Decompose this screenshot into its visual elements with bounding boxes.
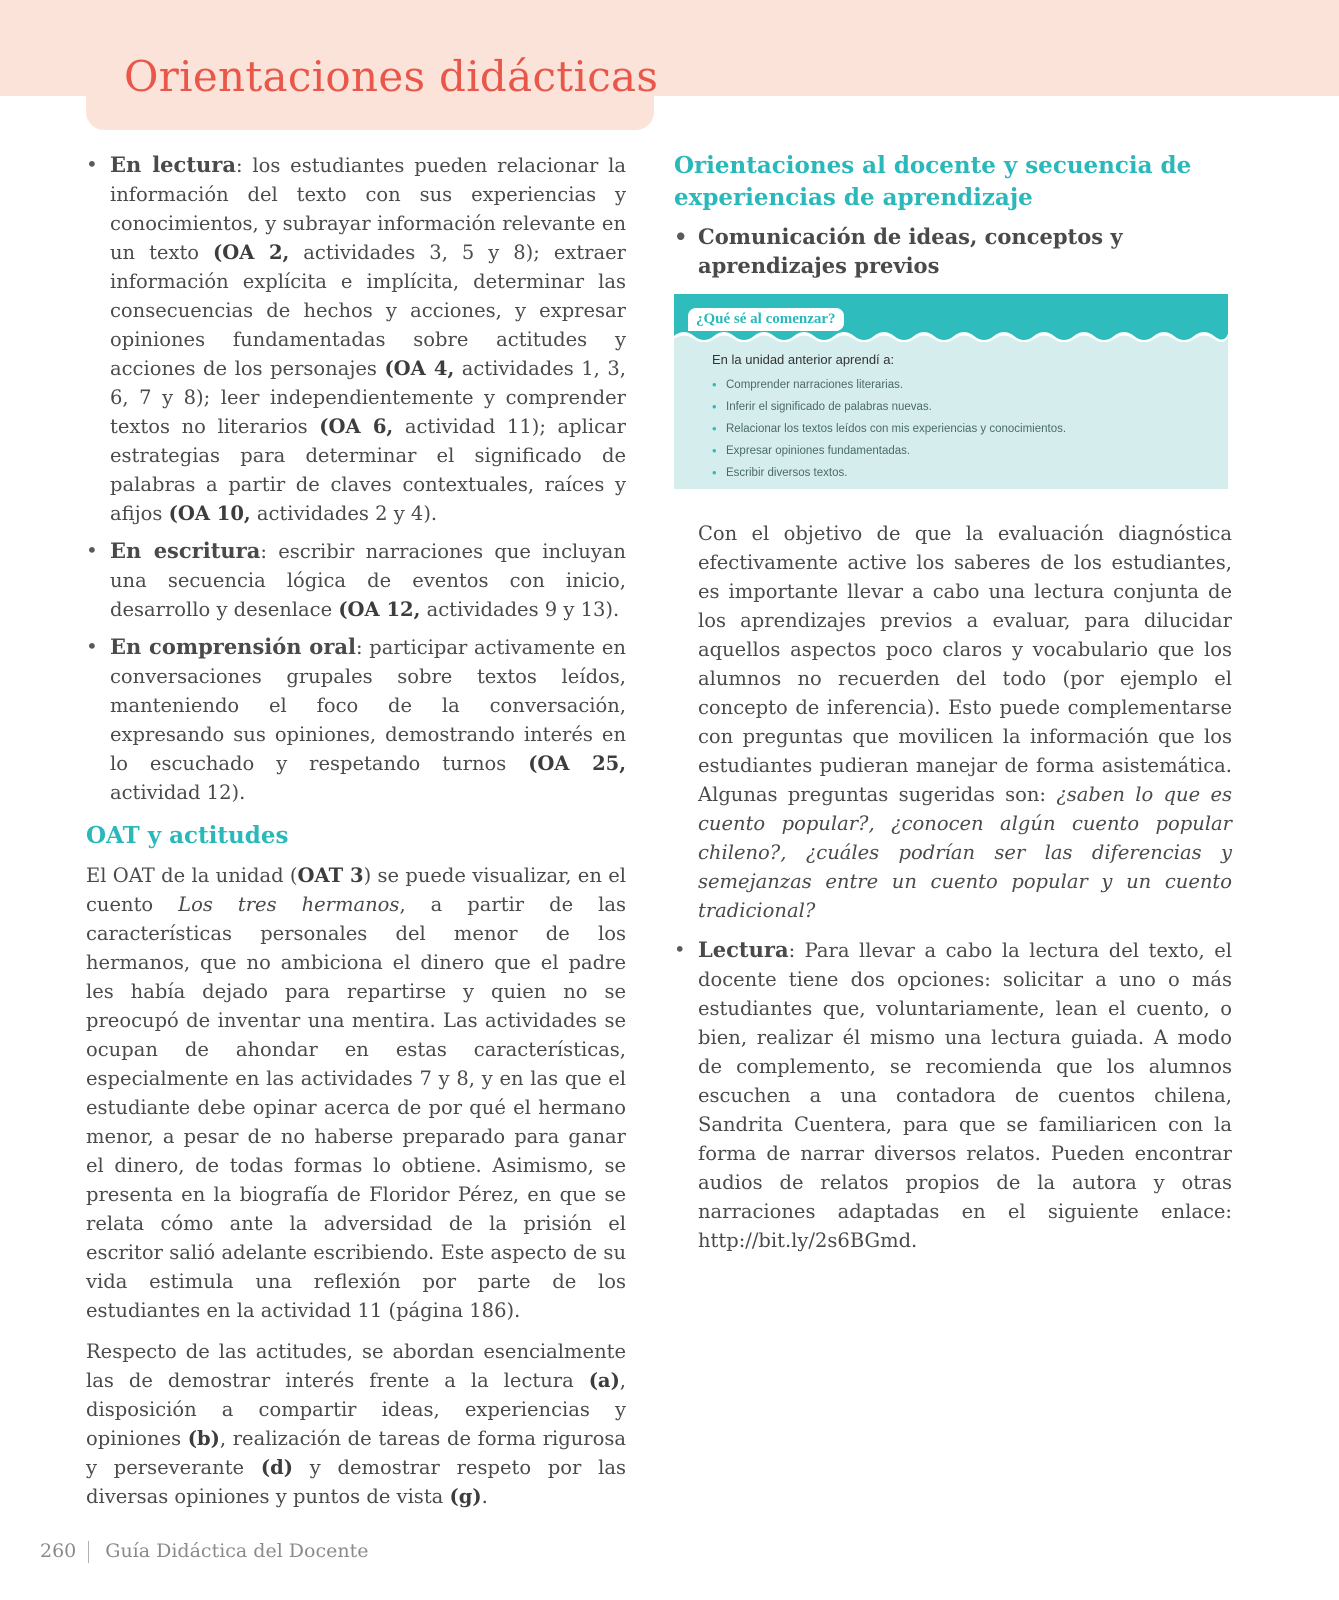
reading-list: [674, 935, 1232, 1255]
attitudes-paragraph: Respecto de las actitudes, se abordan esencialmente las de demostrar interés frente a la lectura (a), disposición a compartir ideas, experiencias y opiniones (b), realización de tareas de forma rigurosa y perseverante (d) y demostrar respeto por las diversas opiniones y puntos de vista (g).: [86, 1340, 626, 1508]
left-column: [86, 150, 626, 1511]
box-label: ¿Qué sé al comenzar?: [688, 308, 844, 331]
oat-heading: OAT y actitudes: [86, 822, 289, 849]
bullet-lead: Lectura: [698, 937, 789, 962]
bullet-text: actividad 11); aplicar estrategias para determinar el significado de palabras a partir de claves contextuales, raíces y afijos: [110, 415, 627, 525]
list-item: [86, 150, 626, 528]
box-heading: En la unidad anterior aprendí a:: [712, 352, 895, 367]
objectives-list: [86, 150, 626, 807]
list-item: • Inferir el significado de palabras nuevas.: [712, 396, 1066, 418]
bullet-lead: En escritura: [110, 538, 261, 563]
bullet-text: : participar activamente en conversaciones grupales sobre textos leídos, manteniendo el foco de la conversación, expresando sus opiniones, demostrando interés en lo escuchado y respetando turnos: [110, 636, 626, 775]
book-title: Guía Didáctica del Docente: [105, 1540, 369, 1562]
oa-reference: (OA 2,: [213, 241, 290, 264]
list-item: • Expresar opiniones fundamentadas.: [712, 440, 1066, 462]
bullet-lead: En comprensión oral: [110, 634, 356, 659]
diagnostic-paragraph: Con el objetivo de que la evaluación diagnóstica efectivamente active los saberes de los estudiantes, es importante llevar a cabo una lectura conjunta de los aprendizajes previos a evaluar, para dilucidar aquellos aspectos poco claros y vocabulario que los alumnos no recuerden del todo (por ejemplo el concepto de inferencia). Esto puede complementarse con preguntas que movilicen la información que los estudiantes pudieran manejar de forma asistemática. Algunas preguntas sugeridas son: ¿saben lo que es cuento popular?, ¿conocen algún cuento popular chileno?, ¿cuáles podrían ser las diferencias y semejanzas entre un cuento popular y un cuento tradicional?: [698, 522, 1232, 922]
section-heading: Orientaciones al docente y secuencia de experiencias de aprendizaje: [674, 152, 1192, 211]
list-item: • Relacionar los textos leídos con mis experiencias y conocimientos.: [712, 418, 1066, 440]
page-number: 260: [40, 1540, 77, 1562]
bullet-text: : escribir narraciones que incluyan una secuencia lógica de eventos con inicio, desarrollo y desenlace: [110, 540, 626, 621]
box-list: [712, 374, 1066, 484]
oa-reference: (OA 4,: [384, 357, 455, 380]
page-title: Orientaciones didácticas: [124, 52, 659, 101]
oat-paragraph: El OAT de la unidad (OAT 3) se puede visualizar, en el cuento Los tres hermanos, a partir de las características personales del menor de los hermanos, que no ambiciona el dinero que el padre les había dejado para repartirse y quien no se preocupó de inventar una mentira. Las actividades se ocupan de ahondar en estas características, especialmente en las actividades 7 y 8, y en las que el estudiante debe opinar acerca de por qué el hermano menor, a pesar de no haberse preparado para ganar el dinero, de todas formas lo obtiene. Asimismo, se presenta en la biografía de Floridor Pérez, en que se relata cómo ante la adversidad de la prisión el escritor salió adelante escribiendo. Este aspecto de su vida estimula una reflexión por parte de los estudiantes en la actividad 11 (página 186).: [86, 864, 626, 1322]
footer-divider: [88, 1541, 89, 1563]
list-item: [674, 935, 1232, 1255]
oa-reference: (OA 10,: [168, 502, 251, 525]
oa-reference: (OA 12,: [338, 598, 421, 621]
prior-knowledge-box: [674, 294, 1228, 489]
bullet-text: : Para llevar a cabo la lectura del texto, el docente tiene dos opciones: solicitar a uno o más estudiantes que, voluntariamente, lean el cuento, o bien, realizar él mismo una lectura guiada. A modo de complemento, se recomienda que los alumnos escuchen a una contadora de cuentos chilena, Sandrita Cuentera, para que se familiaricen con la forma de narrar diversos relatos. Pueden encontrar audios de relatos propios de la autora y otras narraciones adaptadas en el siguiente enlace: http://bit.ly/2s6BGmd.: [698, 939, 1232, 1252]
list-item: • Comprender narraciones literarias.: [712, 374, 1066, 396]
sub-heading: • Comunicación de ideas, conceptos y aprendizajes previos: [674, 222, 1232, 280]
list-item: • Escribir diversos textos.: [712, 462, 1066, 484]
bullet-text: actividades 2 y 4).: [250, 502, 438, 525]
bullet-text: : los estudiantes pueden relacionar la información del texto con sus experiencias y conocimientos, y subrayar información relevante en un texto: [110, 154, 626, 264]
bullet-text: actividades 3, 5 y 8); extraer información explícita e implícita, determinar las consecuencias de hechos y acciones, y expresar opiniones fundamentadas sobre actitudes y acciones de los personajes: [110, 241, 626, 380]
bullet-text: actividad 12).: [110, 781, 246, 804]
bullet-lead: En lectura: [110, 152, 236, 177]
oa-reference: (OA 6,: [319, 415, 394, 438]
list-item: [86, 536, 626, 624]
right-body: [674, 519, 1232, 925]
list-item: [86, 632, 626, 807]
page-footer: [40, 1540, 368, 1563]
oa-reference: (OA 25,: [528, 752, 626, 775]
bullet-text: actividades 9 y 13).: [420, 598, 620, 621]
right-column: [674, 150, 1232, 1255]
bullet-text: actividades 1, 3, 6, 7 y 8); leer independientemente y comprender textos no literarios: [110, 357, 626, 438]
